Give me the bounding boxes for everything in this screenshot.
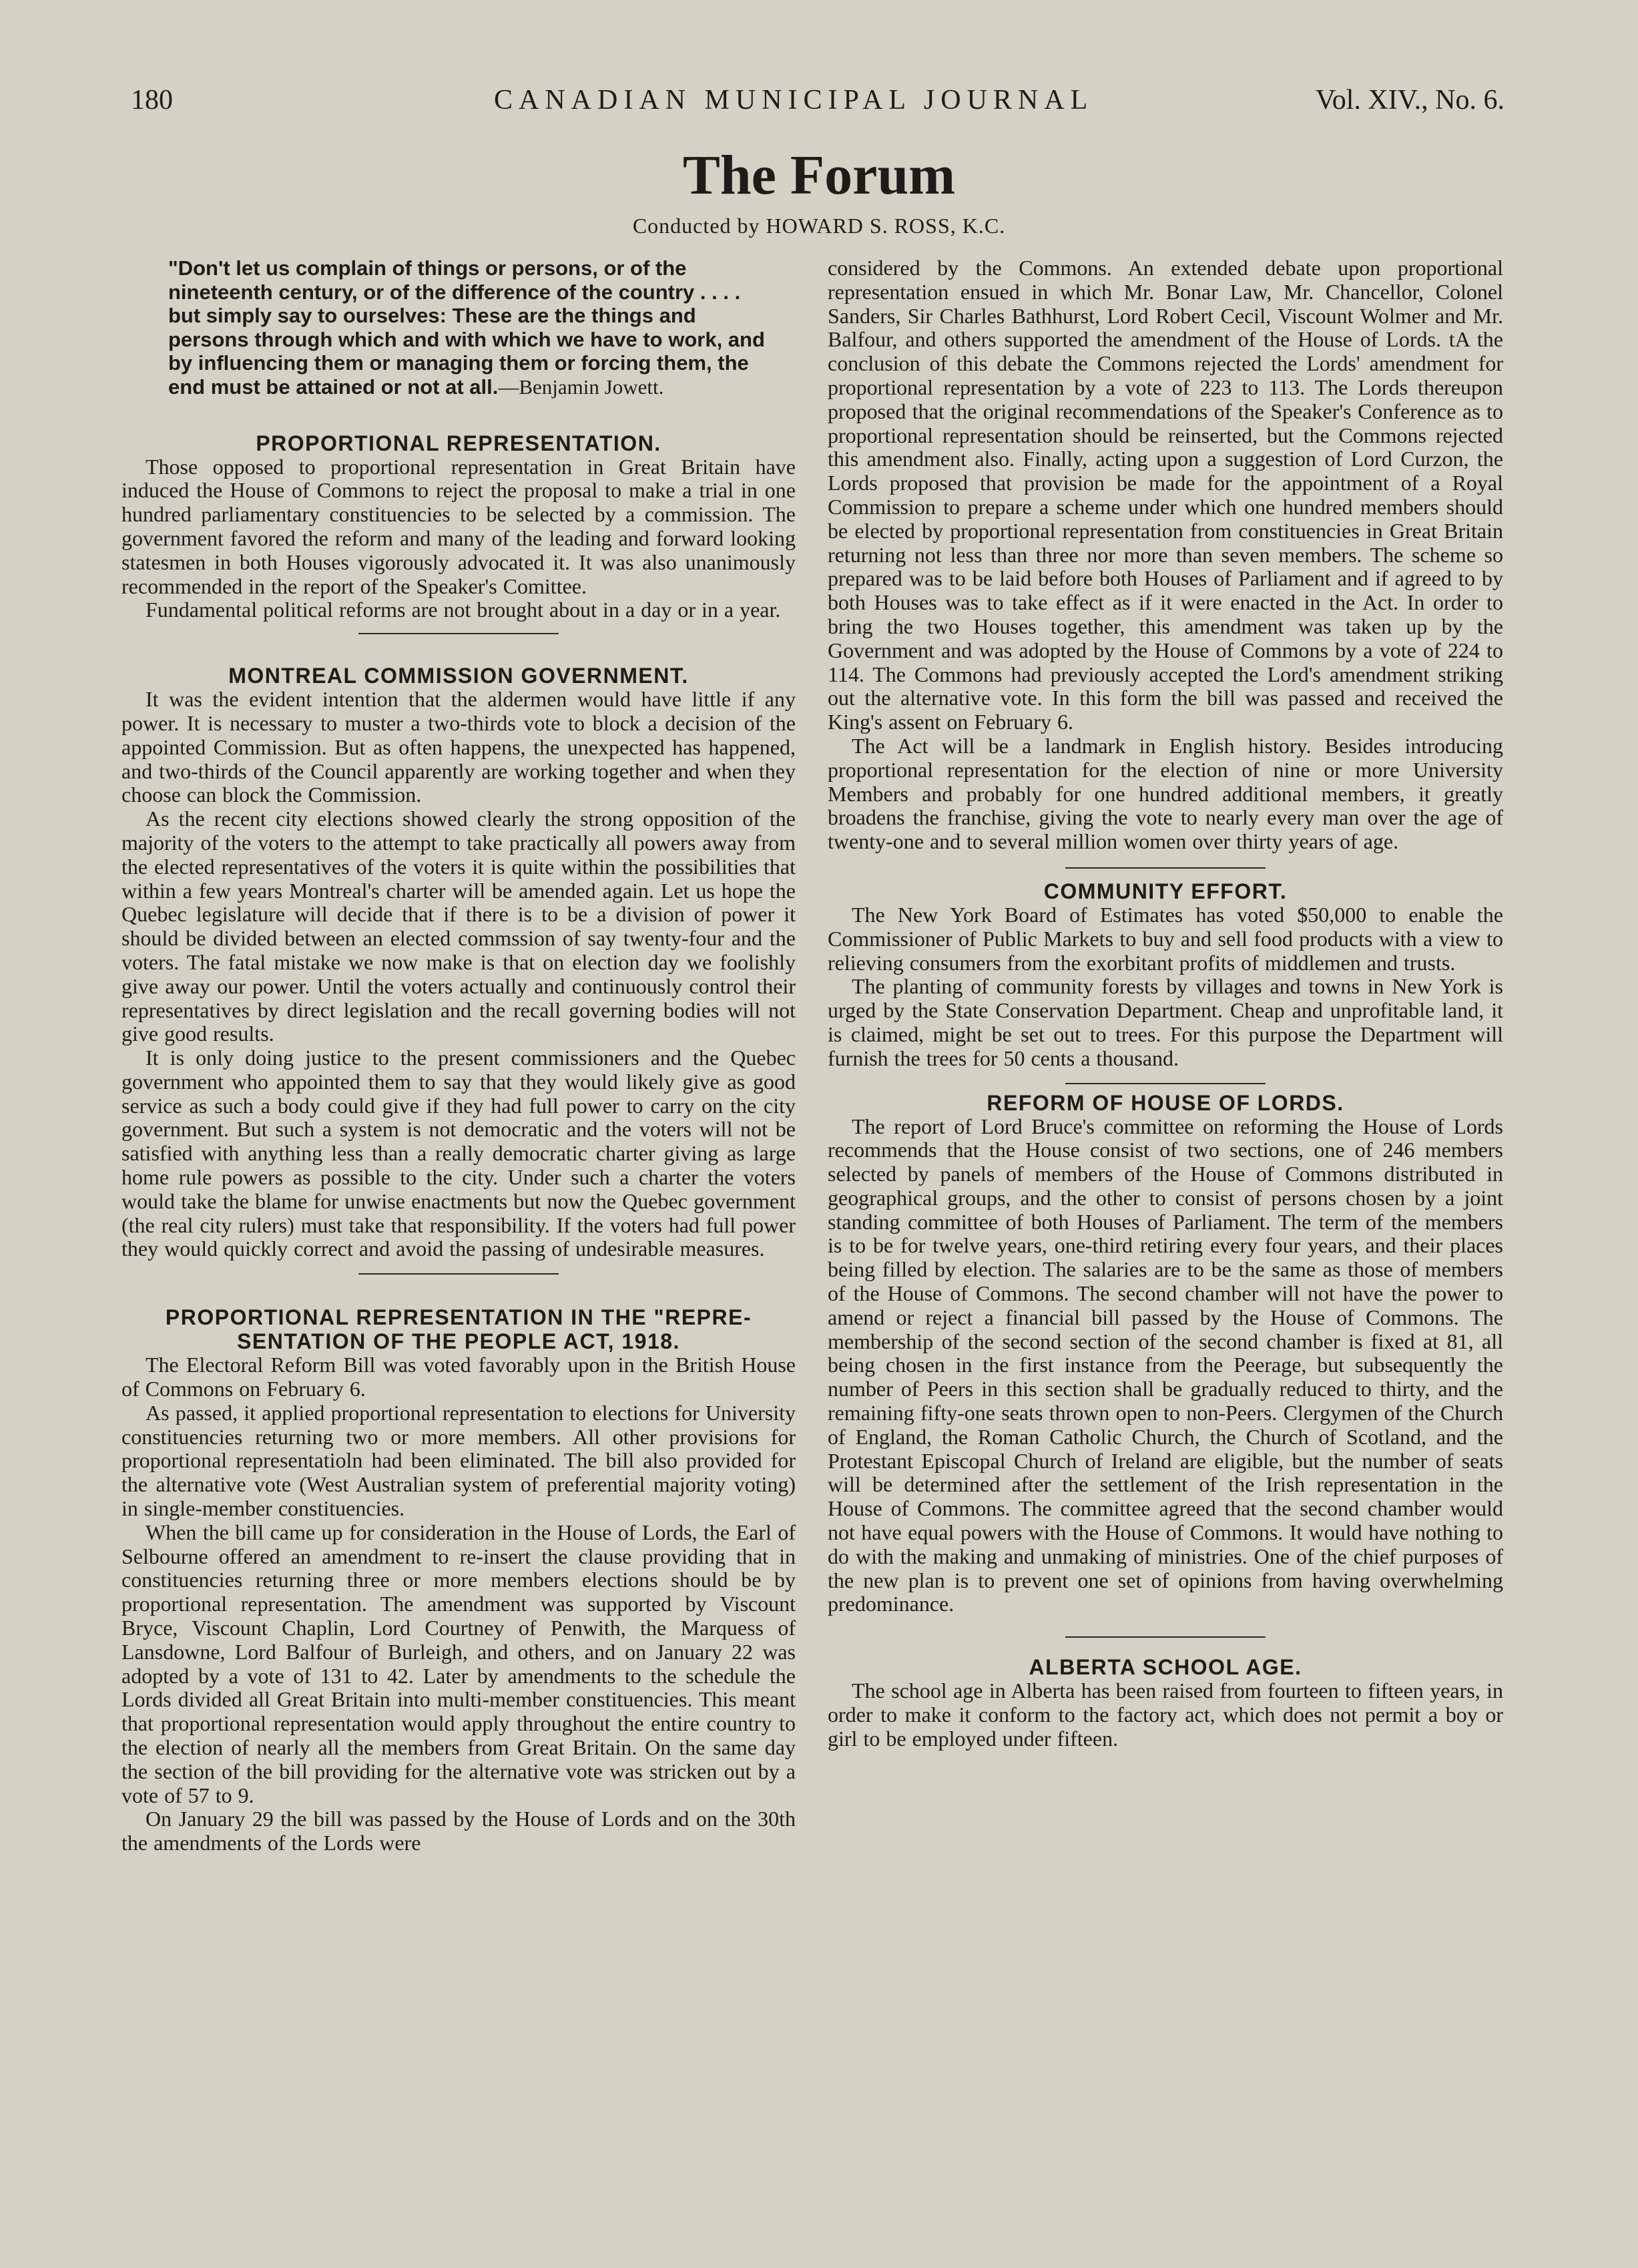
heading-reform-house-of-lords: REFORM OF HOUSE OF LORDS. (987, 1090, 1344, 1115)
page-title: The Forum (682, 144, 956, 206)
epigraph-attribution: —Benjamin Jowett. (498, 375, 664, 399)
paragraph: On January 29 the bill was passed by the House of Lords and on the 30th the amendments of the Lords were (121, 1807, 796, 1855)
heading-representation-act (121, 1305, 796, 1353)
paragraph: Fundamental political reforms are not brought about in a day or in a year. (146, 598, 781, 622)
volume-number: Vol. XIV., No. 6. (1315, 85, 1505, 116)
page-number: 180 (131, 85, 173, 116)
paragraph: The Act will be a landmark in English history. Besides introducing proportional representation for the election of nine or more University Members and probably for one hundred additional members, it greatly broadens the franchise, giving the vote to nearly every man over the age of twenty-one and to several million women over thirty years of age. (828, 733, 1503, 854)
paragraph: When the bill came up for consideration in the House of Lords, the Earl of Selbourne offered an amendment to re-insert the clause providing that in constituencies returning three or more members elections should be by proportional representation. The amendment was supported by Viscount Bryce, Viscount Chaplin, Lord Courtney of Penwith, the Marquess of Lansdowne, Lord Balfour of Burleigh, and others, and on January 22 was adopted by a vote of 131 to 42. Later by amendments to the schedule the Lords divided all Great Britain into multi-member constituencies. This meant that proportional representation would apply throughout the entire country to the election of nearly all the members from Great Britain. On the same day the section of the bill providing for the alternative vote was stricken out by a vote of 57 to 9. (121, 1520, 796, 1807)
epigraph-text: "Don't let us complain of things or persons, or of the nineteenth century, or of the difference of the country . . . . but simply say to ourselves: These are the things and persons through which and with which we have to work, and by influencing them or managing them or forcing them, the end must be attained or not at all. (168, 256, 765, 399)
paragraph: The New York Board of Estimates has voted $50,000 to enable the Commissioner of Public Markets to buy and sell food products with a view to relieving consumers from the exorbitant profits of middlemen and trusts. (828, 902, 1503, 975)
left-column (121, 256, 796, 1855)
paragraph: It is only doing justice to the present commissioners and the Quebec government who appointed them to say that they would likely give as good service as such a body could give if they had full power to carry on the city government. But such a system is not democratic and the voters will not be satisfied with anything less than a really democratic charter giving as large home rule powers as possible to the city. Under such a charter the voters would take the blame for unwise enactments but now the Quebec government (the real city rulers) must take that responsibility. If the voters had full power they would quickly correct and avoid the passing of undesirable measures. (121, 1046, 796, 1261)
running-header (0, 79, 1638, 132)
right-column (828, 256, 1503, 1751)
heading-proportional-representation: PROPORTIONAL REPRESENTATION. (256, 431, 661, 455)
paragraph: The Electoral Reform Bill was voted favorably upon in the British House of Commons on February 6. (121, 1353, 796, 1401)
heading-alberta-school-age: ALBERTA SCHOOL AGE. (1029, 1655, 1302, 1680)
paragraph: The report of Lord Bruce's committee on reforming the House of Lords recommends that the House consist of two sections, one of 246 members selected by panels of members of the House of Commons distributed in geographical groups, and the other to consist of persons chosen by a joint standing committee of both Houses of Parliament. The term of the members is to be for twelve years, one-third retiring every four years, and their places being filled by election. The salaries are to be the same as those of members of the House of Commons. The second chamber will not have the power to amend or reject a financial bill passed by the House of Commons. The membership of the second section of the second chamber is fixed at 81, all being chosen in the first instance from the Peerage, but subsequently the number of Peers in this section shall be gradually reduced to thirty, and the remaining fifty-one seats thrown open to non-Peers. Clergymen of the Church of England, the Roman Catholic Church, the Church of Scotland, and the Protestant Episcopal Church of Ireland are eligible, but the number of seats will be determined after the settlement of the Irish representation in the House of Commons. The committee agreed that the second chamber would not have equal powers with the House of Commons. It would have nothing to do with the making and unmaking of ministries. One of the chief purposes of the new plan is to prevent one set of opinions from having overwhelming predominance. (828, 1114, 1503, 1616)
paragraph: The planting of community forests by villages and towns in New York is urged by the State Conservation Department. Cheap and unprofitable land, it is claimed, might be set out to trees. For this purpose the Department will furnish the trees for 50 cents a thousand. (828, 974, 1503, 1070)
paragraph: As the recent city elections showed clearly the strong opposition of the majority of the voters to the attempt to take practically all powers away from the elected representatives of the voters it is quite within the possibilities that within a few years Montreal's charter will be amended again. Let us hope the Quebec legislature will decide that if there is to be a division of power it should be divided between an elected commssion of say twenty-four and the voters. The fatal mistake we now make is that on election day we foolishly give away our power. Until the voters actually and continuously control their representatives by direct legislation and the recall governing bodies will not give good results. (121, 807, 796, 1046)
paragraph: The school age in Alberta has been raised from fourteen to fifteen years, in order to make it conform to the factory act, which does not permit a boy or girl to be employed under fifteen. (828, 1678, 1503, 1751)
paragraph: It was the evident intention that the aldermen would have little if any power. It is necessary to muster a two-thirds vote to block a decision of the appointed Commission. But as often happens, the unexpected has happened, and two-thirds of the Council apparently are working together and when they choose can block the Commission. (121, 687, 796, 807)
heading-line: SENTATION OF THE PEOPLE ACT, 1918. (237, 1329, 680, 1354)
heading-line: PROPORTIONAL REPRESENTATION IN THE "REPRE- (165, 1305, 752, 1330)
paragraph: As passed, it applied proportional representation to elections for University constituencies returning two or more members. All other provisions for proportional representatioln had been eliminated. The bill also provided for the alternative vote (West Australian system of preferential majority voting) in single-member constituencies. (121, 1400, 796, 1521)
paragraph: considered by the Commons. An extended debate upon proportional representation ensued in which Mr. Bonar Law, Mr. Chancellor, Colonel Sanders, Sir Charles Bathhurst, Lord Robert Cecil, Viscount Wolmer and Mr. Balfour, and others supported the amendment of the House of Lords. tA the conclusion of this debate the Commons rejected the Lords' amendment for proportional representation by a vote of 223 to 113. The Lords thereupon proposed that the original recommendations of the Speaker's Conference as to proportional representation should be reinserted, but the Commons rejected this amendment also. Finally, acting upon a suggestion of Lord Curzon, the Lords proposed that provision be made for the appointment of a Royal Commission to prepare a scheme under which one hundred members should be elected by proportional representation from constituencies in Great Britain returning not less than three nor more than seven members. The scheme so prepared was to be laid before both Houses of Parliament and if agreed to by both Houses was to take effect as if it were enacted in the Act. In order to bring the two Houses together, this amendment was taken up by the Government and was adopted by the House of Commons by a vote of 224 to 114. The Commons had previously accepted the Lord's amendment striking out the alternative vote. In this form the bill was passed and received the King's assent on February 6. (828, 256, 1503, 734)
byline: Conducted by HOWARD S. ROSS, K.C. (632, 214, 1006, 238)
epigraph (168, 256, 769, 399)
journal-title: CANADIAN MUNICIPAL JOURNAL (494, 85, 1094, 116)
paragraph: Those opposed to proportional representation in Great Britain have induced the House of Commons to reject the proposal to make a trial in one hundred parliamentary constituencies to be selected by a commission. The government favored the reform and many of the leading and forward looking statesmen in both Houses vigorously advocated it. It was also unanimously recommended in the report of the Speaker's Comittee. (121, 454, 796, 598)
heading-community-effort: COMMUNITY EFFORT. (1043, 879, 1288, 903)
heading-montreal-commission: MONTREAL COMMISSION GOVERNMENT. (228, 664, 689, 688)
